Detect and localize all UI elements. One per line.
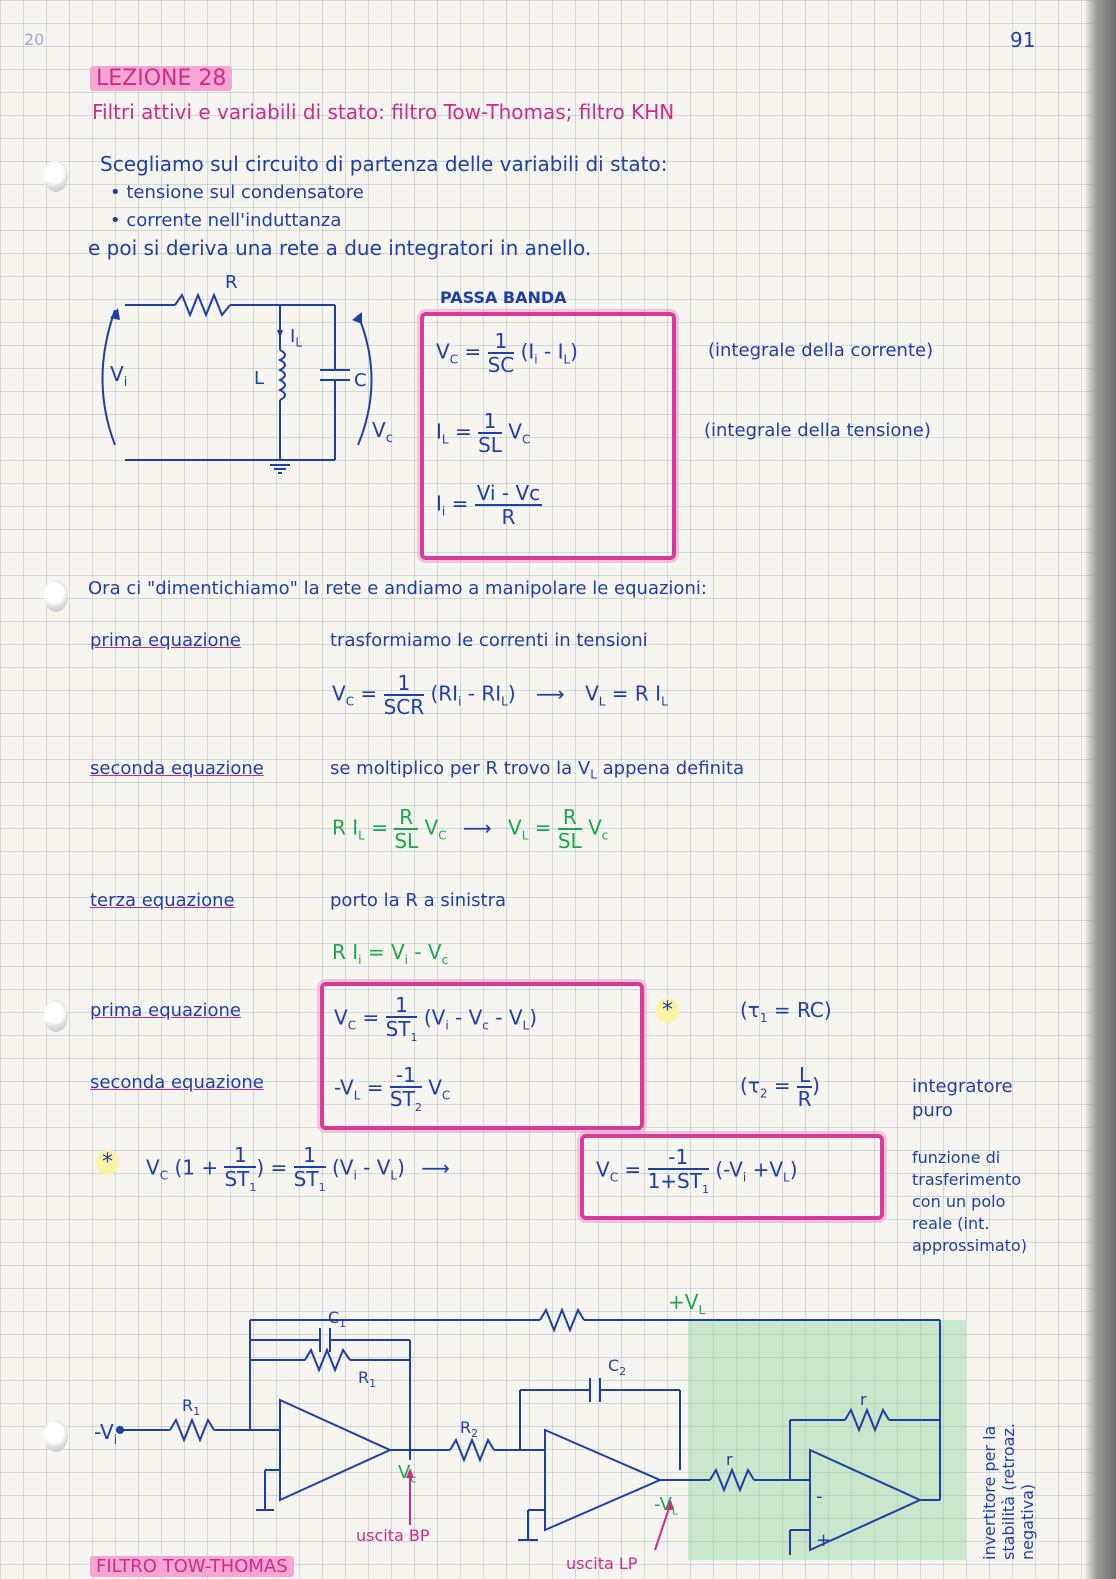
c1-L-label: L	[254, 368, 265, 389]
passa-banda-title: PASSA BANDA	[440, 288, 567, 307]
intro-bullet1: • tensione sul condensatore	[110, 182, 364, 203]
tow-thomas-circuit	[90, 1280, 990, 1570]
c2-inv-plus: +	[816, 1530, 832, 1551]
punch-hole	[44, 1420, 68, 1452]
note-line4: reale (int.	[912, 1214, 990, 1233]
c2-r-feedback: r	[860, 1390, 867, 1409]
boxed-prima-label: prima equazione	[90, 1000, 241, 1021]
transfer-function-eq: $V_C$ = $\frac{-1}{1+ST_1}$ $(-V_i +V_L)$	[596, 1145, 798, 1196]
boxed-eq1: $V_C$ = $\frac{1}{ST_1}$ $(V_i - V_c - V_L)$	[334, 993, 538, 1044]
tau1-def: $(\tau_1 = RC)$	[740, 998, 832, 1025]
rlc-circuit-diagram	[90, 270, 390, 480]
c1-Vi-label: $V_i$	[110, 362, 128, 390]
terza-text: porto la R a sinistra	[330, 890, 507, 911]
c1-Vc-label: $V_c$	[372, 418, 393, 446]
c1-C-label: C	[354, 370, 367, 391]
c1-IL-label: $I_L$	[290, 326, 302, 350]
note-line3: con un polo	[912, 1192, 1006, 1211]
note-line5: approssimato)	[912, 1236, 1027, 1255]
terza-eq: R $I_i = V_i - V_c$	[332, 940, 449, 967]
pb-eq2: $I_L$ = $\frac{1}{SL}$ $V_C$	[436, 409, 531, 457]
star-line-marker: *	[96, 1150, 119, 1175]
c2-R1-input: $R_1$	[182, 1396, 201, 1419]
page-number: 91	[1010, 28, 1036, 52]
seconda-eq: R $I_L$ = $\frac{R}{SL}$ $V_C$ ⟶ $V_L$ = $\frac{R}{SL}$ $V_c$	[332, 805, 609, 853]
star-line-eq: $V_C$ (1 + $\frac{1}{ST_1}$ ) = $\frac{1}{ST_1}$ $(V_i - V_L)$ ⟶	[146, 1143, 450, 1194]
corner-mark: 20	[24, 30, 45, 49]
prima-label: prima equazione	[90, 630, 241, 651]
puro-label: puro	[912, 1100, 953, 1121]
c2-minus-vl: $-V_L$	[654, 1494, 678, 1518]
c2-plus-vl: $+V_L$	[668, 1290, 706, 1317]
c2-Vc: $V_c$	[398, 1462, 417, 1486]
notebook-binding-edge	[1084, 0, 1116, 1579]
tau2-def: ($\tau_2$ = $\frac{L}{R}$ )	[740, 1063, 820, 1111]
c2-uscita-lp: uscita LP	[566, 1554, 638, 1573]
integratore-label: integratore	[912, 1076, 1013, 1097]
pb-eq2-note: (integrale della tensione)	[704, 420, 931, 441]
pb-eq1-note: (integrale della corrente)	[708, 340, 934, 361]
intro-bullet2: • corrente nell'induttanza	[110, 210, 342, 231]
note-line2: trasferimento	[912, 1170, 1022, 1189]
star-marker: *	[656, 998, 679, 1023]
c2-C2: $C_2$	[608, 1356, 627, 1379]
c2-invertitore-note: invertitore per la stabilità (retroaz. negativa)	[980, 1423, 1037, 1560]
seconda-label: seconda equazione	[90, 758, 264, 779]
punch-hole	[44, 160, 68, 192]
footer-title: FILTRO TOW-THOMAS	[90, 1556, 294, 1577]
seconda-text: se moltiplico per R trovo la $V_L$ appena definita	[330, 758, 745, 782]
lesson-subtitle: Filtri attivi e variabili di stato: filtro Tow-Thomas; filtro KHN	[92, 100, 675, 124]
punch-hole	[44, 1000, 68, 1032]
note-line1: funzione di	[912, 1148, 1001, 1167]
c1-R-label: R	[225, 272, 238, 293]
c2-inv-minus: -	[816, 1486, 823, 1507]
boxed-eq2: $-V_L$ = $\frac{-1}{ST_2}$ $V_C$	[334, 1063, 451, 1114]
punch-hole	[44, 580, 68, 612]
prima-text: trasformiamo le correnti in tensioni	[330, 630, 648, 651]
lesson-title: LEZIONE 28	[90, 66, 232, 91]
pb-eq3: $I_i$ = $\frac{Vi - Vc}{R}$	[436, 481, 541, 529]
c2-minus-vi: $-V_i$	[94, 1420, 118, 1447]
c2-R1-feedback: $R_1$	[358, 1368, 377, 1391]
intro-line2: e poi si deriva una rete a due integratori in anello.	[88, 236, 592, 260]
c2-R2: $R_2$	[460, 1418, 479, 1441]
intro-line1: Scegliamo sul circuito di partenza delle variabili di stato:	[100, 152, 668, 176]
c2-C1: $C_1$	[328, 1308, 347, 1331]
terza-label: terza equazione	[90, 890, 235, 911]
c2-uscita-bp: uscita BP	[356, 1526, 430, 1545]
ora-line: Ora ci "dimentichiamo" la rete e andiamo a manipolare le equazioni:	[88, 578, 707, 599]
prima-eq: $V_C$ = 1 SCR $(RI_i - RI_L)$ ⟶ $V_L = R$ $I_L$	[332, 671, 668, 719]
c2-r-input: r	[726, 1450, 733, 1469]
boxed-seconda-label: seconda equazione	[90, 1072, 264, 1093]
pb-eq1: $V_C$ = $\frac{1}{SC}$ $(I_i - I_L)$	[436, 329, 578, 377]
